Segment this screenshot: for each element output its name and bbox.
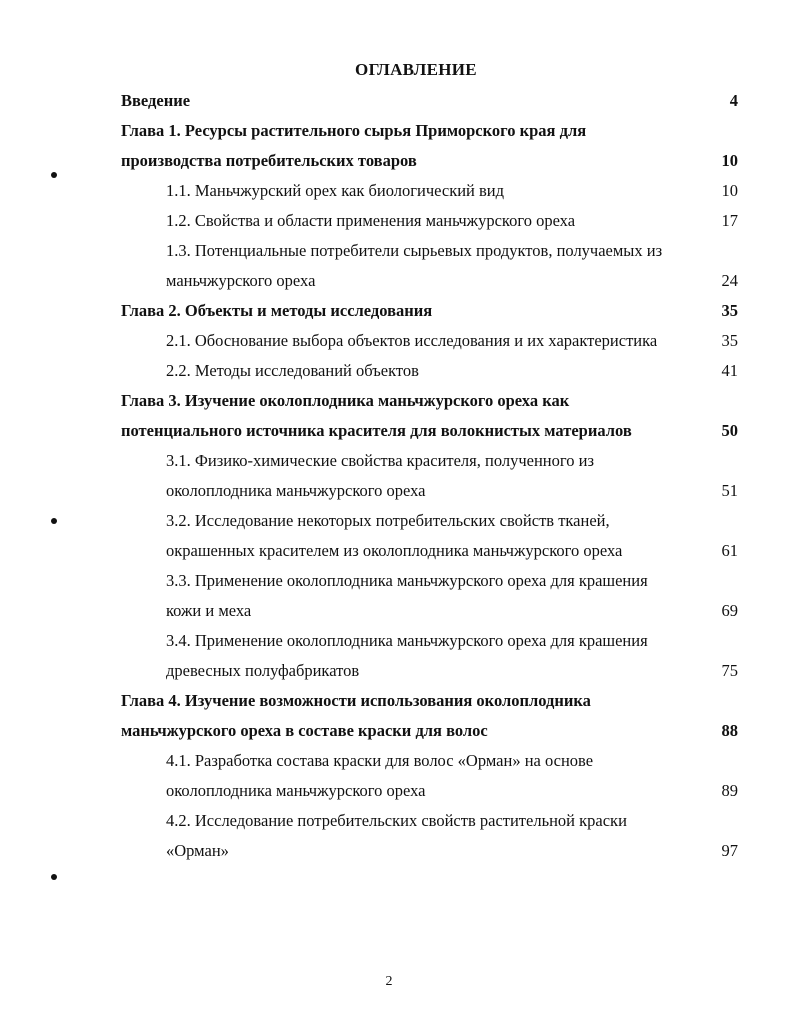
toc-entry: [0, 596, 799, 626]
toc-entry-page: 35: [721, 331, 738, 350]
toc-entry-page: 51: [721, 481, 738, 500]
toc-entry: [0, 416, 799, 446]
toc-entry-text: 3.4. Применение околоплодника маньчжурского ореха для крашения: [166, 631, 648, 650]
toc-entry: [0, 326, 799, 356]
toc-entry-page: 50: [721, 421, 738, 440]
toc-entry-text: Глава 1. Ресурсы растительного сырья Приморского края для: [121, 121, 587, 140]
table-of-contents: [0, 86, 799, 866]
toc-entry-page: 75: [721, 661, 738, 680]
page-title: ОГЛАВЛЕНИЕ: [355, 60, 477, 79]
toc-entry-page: 10: [721, 151, 738, 170]
toc-entry: [0, 716, 799, 746]
toc-entry-text: Введение: [121, 91, 191, 110]
toc-entry-text: 3.1. Физико-химические свойства красителя, полученного из: [166, 451, 594, 470]
toc-entry-page: 24: [721, 271, 738, 290]
toc-entry: [0, 206, 799, 236]
toc-entry-page: 88: [721, 721, 738, 740]
toc-entry-text: 1.1. Маньчжурский орех как биологический вид: [166, 181, 505, 200]
toc-entry-text: кожи и меха: [166, 601, 252, 620]
toc-entry: [0, 116, 799, 146]
toc-entry-text: околоплодника маньчжурского ореха: [166, 781, 426, 800]
toc-entry: [0, 476, 799, 506]
margin-dot: [51, 172, 57, 178]
toc-entry-page: 97: [721, 841, 738, 860]
toc-entry-text: 4.1. Разработка состава краски для волос «Орман» на основе: [166, 751, 594, 770]
toc-entry-text: 2.2. Методы исследований объектов: [166, 361, 419, 380]
toc-entry: [0, 656, 799, 686]
margin-dot: [51, 518, 57, 524]
toc-entry-text: маньчжурского ореха: [166, 271, 316, 290]
page-number: 2: [385, 974, 393, 989]
toc-entry-text: «Орман»: [166, 841, 229, 860]
toc-entry: [0, 146, 799, 176]
toc-entry-page: 61: [721, 541, 738, 560]
toc-entry: [0, 86, 799, 116]
toc-entry-page: 35: [721, 301, 738, 320]
toc-entry: [0, 806, 799, 836]
toc-entry: [0, 386, 799, 416]
toc-entry-text: 3.3. Применение околоплодника маньчжурского ореха для крашения: [166, 571, 648, 590]
toc-entry-text: Глава 4. Изучение возможности использования околоплодника: [121, 691, 591, 710]
toc-entry-text: 1.3. Потенциальные потребители сырьевых продуктов, получаемых из: [166, 241, 663, 260]
toc-entry-text: Глава 2. Объекты и методы исследования: [121, 301, 433, 320]
toc-entry-text: потенциального источника красителя для волокнистых материалов: [121, 421, 632, 440]
toc-entry-text: окрашенных красителем из околоплодника маньчжурского ореха: [166, 541, 623, 560]
toc-entry-text: древесных полуфабрикатов: [166, 661, 360, 680]
toc-entry-page: 69: [721, 601, 738, 620]
toc-entry-page: 41: [721, 361, 738, 380]
toc-entry: [0, 626, 799, 656]
toc-entry: [0, 266, 799, 296]
toc-entry: [0, 746, 799, 776]
toc-entry-page: 4: [729, 91, 738, 110]
toc-entry-text: производства потребительских товаров: [121, 151, 417, 170]
toc-entry-text: маньчжурского ореха в составе краски для волос: [121, 721, 488, 740]
toc-entry-text: Глава 3. Изучение околоплодника маньчжурского ореха как: [121, 391, 570, 410]
toc-entry: [0, 236, 799, 266]
toc-entry-page: 17: [721, 211, 738, 230]
toc-entry: [0, 176, 799, 206]
toc-entry: [0, 836, 799, 866]
toc-entry-text: 1.2. Свойства и области применения маньчжурского ореха: [166, 211, 576, 230]
toc-entry: [0, 356, 799, 386]
toc-entry-text: 3.2. Исследование некоторых потребительских свойств тканей,: [166, 511, 610, 530]
toc-entry: [0, 506, 799, 536]
toc-entry-page: 89: [721, 781, 738, 800]
toc-entry-text: околоплодника маньчжурского ореха: [166, 481, 426, 500]
margin-dot: [51, 874, 57, 880]
toc-entry-text: 4.2. Исследование потребительских свойств растительной краски: [166, 811, 627, 830]
toc-entry: [0, 686, 799, 716]
toc-entry: [0, 536, 799, 566]
toc-entry: [0, 776, 799, 806]
toc-entry: [0, 446, 799, 476]
toc-entry: [0, 566, 799, 596]
toc-entry-page: 10: [721, 181, 738, 200]
toc-entry: [0, 296, 799, 326]
toc-entry-text: 2.1. Обоснование выбора объектов исследования и их характеристика: [166, 331, 658, 350]
